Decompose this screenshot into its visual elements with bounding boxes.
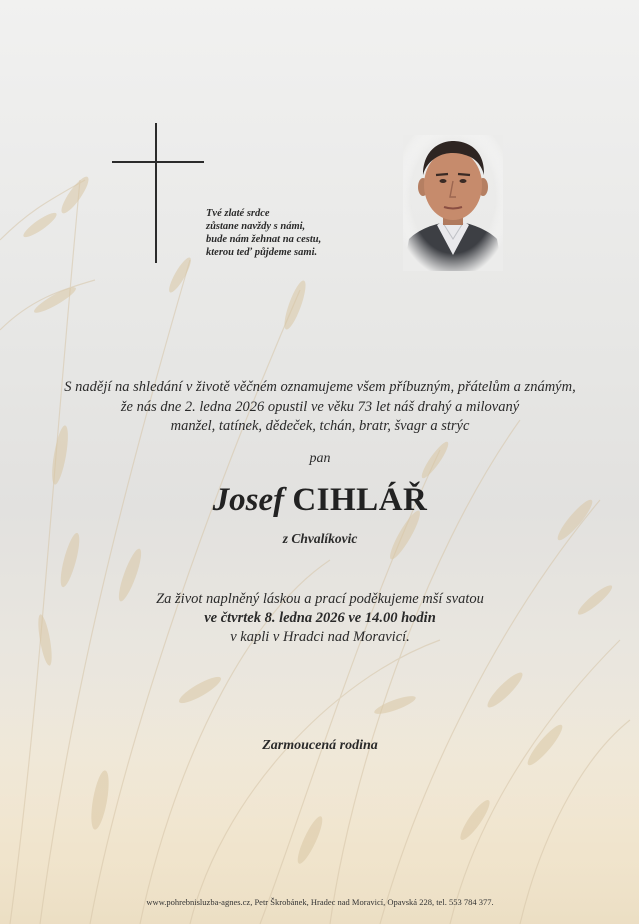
announcement-text xyxy=(20,378,620,437)
poem-line: bude nám žehnat na cestu, xyxy=(206,234,322,245)
portrait-photo xyxy=(403,135,503,271)
funeral-date-time: ve čtvrtek 8. ledna 2026 ve 14.00 hodin xyxy=(204,610,436,626)
cross-icon-vertical xyxy=(155,123,157,263)
family-signature: Zarmoucená rodina xyxy=(262,738,378,753)
announcement-line: že nás dne 2. ledna 2026 opustil ve věku 73 let náš drahý a milovaný xyxy=(120,398,520,415)
deceased-first-name: Josef xyxy=(212,482,285,518)
funeral-details xyxy=(20,590,620,647)
cross-icon-horizontal xyxy=(112,161,204,163)
poem-line: zůstane navždy s námi, xyxy=(206,221,306,232)
announcement-line: S nadějí na shledání v životě věčném oznamujeme všem příbuzným, přátelům a známým, xyxy=(64,379,576,395)
memorial-poem xyxy=(206,207,356,259)
deceased-origin: z Chvalíkovic xyxy=(282,531,358,546)
poem-line: kterou teď půjdeme sami. xyxy=(206,247,318,258)
funeral-location: v kapli v Hradci nad Moravicí. xyxy=(230,629,410,645)
funeral-line: Za život naplněný láskou a prací poděkujeme mší svatou xyxy=(156,591,484,607)
funeral-service-footer: www.pohrebnisluzba-agnes.cz, Petr Škrobánek, Hradec nad Moravicí, Opavská 228, tel. 553 784 377. xyxy=(146,897,494,907)
honorific: pan xyxy=(309,451,331,466)
announcement-line: manžel, tatínek, dědeček, tchán, bratr, švagr a strýc xyxy=(170,418,470,434)
deceased-surname: CIHLÁŘ xyxy=(292,482,428,518)
deceased-name xyxy=(20,480,620,520)
poem-line: Tvé zlaté srdce xyxy=(206,208,270,219)
